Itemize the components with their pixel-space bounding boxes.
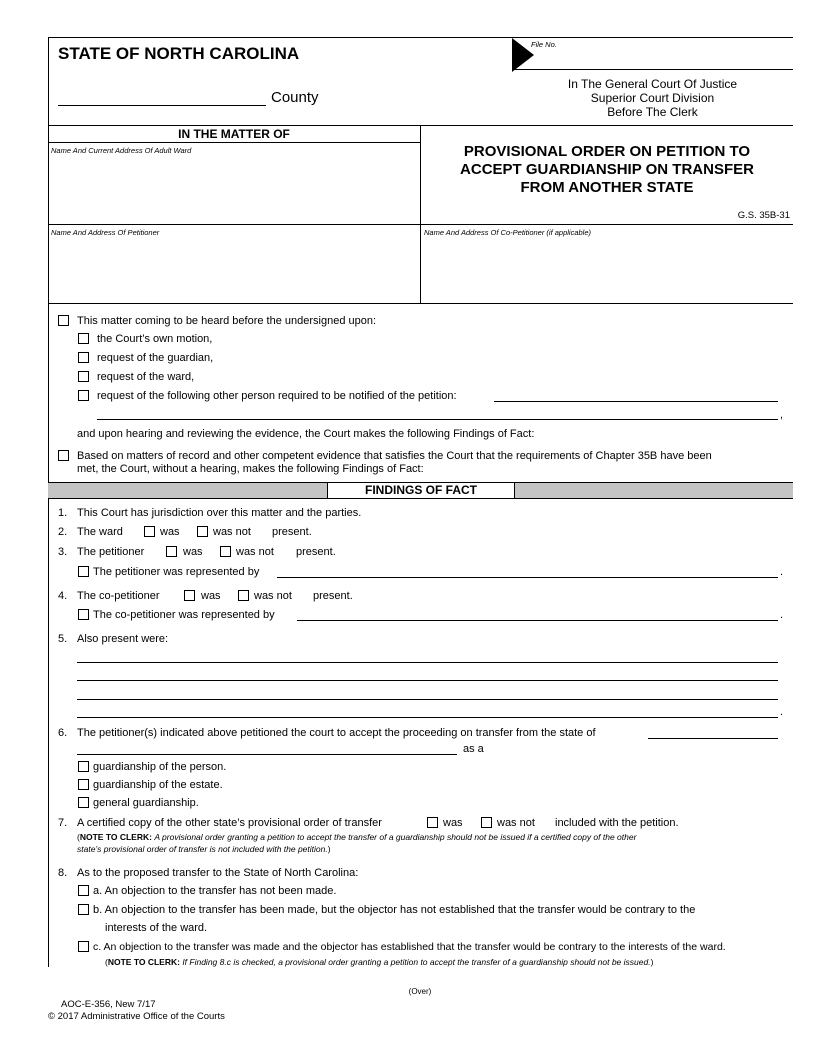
objection-not-established-line-1: b. An objection to the transfer has been made, but the objector has not established that the transfer would be contrary to the [93, 904, 696, 916]
copetitioner-present-label: present. [313, 590, 353, 602]
ward-label: Name And Current Address Of Adult Ward [51, 146, 192, 155]
objection-established-checkbox[interactable] [78, 941, 89, 952]
ward-present-label: present. [272, 526, 312, 538]
also-present-line-2[interactable] [77, 680, 778, 681]
guardianship-estate-checkbox[interactable] [78, 779, 89, 790]
petitioner-label: Name And Address Of Petitioner [51, 228, 160, 237]
no-objection-label: a. An objection to the transfer has not been made. [93, 885, 337, 897]
general-guardianship-checkbox[interactable] [78, 797, 89, 808]
ward-request-label: request of the ward, [97, 371, 195, 383]
finding-7-lead: A certified copy of the other state’s provisional order of transfer [77, 817, 382, 829]
ward-was-not-checkbox[interactable] [197, 526, 208, 537]
caption-middle-border [48, 224, 793, 225]
court-line-3: Before The Clerk [607, 105, 698, 119]
finding-6-text: The petitioner(s) indicated above petitioned the court to accept the proceeding on transfer from the state of [77, 727, 596, 739]
general-guardianship-label: general guardianship. [93, 797, 199, 809]
finding-number-4: 4. [58, 590, 68, 602]
copetitioner-represented-label: The co-petitioner was represented by [93, 609, 275, 621]
finding-8c-note-label: NOTE TO CLERK: [107, 957, 180, 967]
copetitioner-field[interactable] [424, 238, 790, 301]
copetitioner-label: Name And Address Of Co-Petitioner (if applicable) [424, 228, 592, 237]
finding-number-6: 6. [58, 727, 68, 739]
finding-number-2: 2. [58, 526, 68, 538]
copetitioner-was-not-label: was not [254, 590, 292, 602]
petitioner-field[interactable] [51, 238, 417, 301]
also-present-period: . [780, 706, 784, 718]
copyright: © 2017 Administrative Office of the Courts [48, 1011, 225, 1022]
copetitioner-attorney-blank[interactable] [297, 620, 778, 621]
petitioner-period: . [780, 566, 784, 578]
objection-not-established-line-2: interests of the ward. [105, 922, 208, 934]
finding-7-note-line-1: A provisional order granting a petition to accept the transfer of a guardianship should not be issued if a certified copy of the other [154, 832, 637, 842]
certified-copy-was-checkbox[interactable] [427, 817, 438, 828]
certified-copy-was-not-label: was not [497, 817, 535, 829]
court-line-1: In The General Court Of Justice [567, 77, 738, 91]
objection-not-established-checkbox[interactable] [78, 904, 89, 915]
also-present-line-3[interactable] [77, 699, 778, 700]
guardian-request-checkbox[interactable] [78, 352, 89, 363]
hearing-intro: This matter coming to be heard before the undersigned upon: [77, 315, 377, 327]
own-motion-checkbox[interactable] [78, 333, 89, 344]
copetitioner-represented-checkbox[interactable] [78, 609, 89, 620]
ward-was-not-label: was not [213, 526, 251, 538]
ward-was-label: was [160, 526, 180, 538]
after-hearing-text: and upon hearing and reviewing the evidence, the Court makes the following Findings of Fact: [77, 428, 535, 440]
finding-7-note-line-2: state’s provisional order of transfer is not included with the petition. [77, 844, 328, 854]
finding-3-lead: The petitioner [77, 546, 145, 558]
finding-number-1: 1. [58, 507, 68, 519]
petitioner-was-checkbox[interactable] [166, 546, 177, 557]
no-hearing-checkbox[interactable] [58, 450, 69, 461]
as-a-label: as a [463, 743, 484, 755]
finding-4-lead: The co-petitioner [77, 590, 160, 602]
finding-number-5: 5. [58, 633, 68, 645]
form-id: AOC-E-356, New 7/17 [61, 999, 156, 1010]
finding-7-note: (NOTE TO CLERK: A provisional order granting a petition to accept the transfer of a guardianship should not be issued if a certified copy of the other state’s provisional order of transfer is not included with the petition.) [77, 832, 637, 854]
other-person-label: request of the following other person required to be notified of the petition: [97, 390, 457, 402]
other-person-comma: , [780, 409, 784, 421]
transfer-state-blank-2[interactable] [77, 754, 457, 755]
also-present-line-1[interactable] [77, 662, 778, 663]
petitioner-represented-checkbox[interactable] [78, 566, 89, 577]
finding-8-lead: As to the proposed transfer to the State of North Carolina: [77, 867, 359, 879]
petitioner-was-not-checkbox[interactable] [220, 546, 231, 557]
hearing-checkbox[interactable] [58, 315, 69, 326]
top-border [48, 37, 793, 38]
own-motion-label: the Court’s own motion, [97, 333, 213, 345]
other-person-blank-2[interactable] [97, 419, 778, 420]
finding-1-text: This Court has jurisdiction over this matter and the parties. [77, 507, 362, 519]
certified-copy-was-not-checkbox[interactable] [481, 817, 492, 828]
guardianship-person-label: guardianship of the person. [93, 761, 227, 773]
petitioner-attorney-blank[interactable] [277, 577, 778, 578]
certified-copy-tail: included with the petition. [555, 817, 679, 829]
finding-number-7: 7. [58, 817, 68, 829]
also-present-line-4[interactable] [77, 717, 778, 718]
copetitioner-was-checkbox[interactable] [184, 590, 195, 601]
other-person-checkbox[interactable] [78, 390, 89, 401]
finding-2-lead: The ward [77, 526, 123, 538]
ward-request-checkbox[interactable] [78, 371, 89, 382]
finding-7-note-label: NOTE TO CLERK: [79, 832, 152, 842]
copetitioner-was-not-checkbox[interactable] [238, 590, 249, 601]
petitioner-was-not-label: was not [236, 546, 274, 558]
finding-5-text: Also present were: [77, 633, 169, 645]
ward-was-checkbox[interactable] [144, 526, 155, 537]
finding-8c-note: (NOTE TO CLERK: If Finding 8.c is checked, a provisional order granting a petition to accept the transfer of a guardianship should not be issued.) [105, 957, 654, 967]
court-line-2: Superior Court Division [590, 91, 715, 105]
file-no-label: File No. [531, 40, 557, 49]
left-border [48, 37, 49, 967]
objection-established-label: c. An objection to the transfer was made and the objector has established that the transfer would be contrary to the interests of the ward. [93, 941, 726, 953]
state-title: STATE OF NORTH CAROLINA [58, 44, 300, 63]
no-hearing-line-2: met, the Court, without a hearing, makes the following Findings of Fact: [77, 463, 424, 475]
county-blank[interactable] [58, 105, 266, 106]
finding-number-8: 8. [58, 867, 68, 879]
county-label: County [271, 89, 319, 106]
finding-number-3: 3. [58, 546, 68, 558]
form-title-1: PROVISIONAL ORDER ON PETITION TO [463, 143, 751, 160]
guardianship-person-checkbox[interactable] [78, 761, 89, 772]
statute-ref: G.S. 35B-31 [737, 210, 790, 221]
finding-8c-note-text: If Finding 8.c is checked, a provisional order granting a petition to accept the transfer of a guardianship should not be issued. [182, 957, 651, 967]
copetitioner-period: . [780, 609, 784, 621]
matter-title: IN THE MATTER OF [178, 127, 290, 141]
matter-title-underline [48, 142, 420, 143]
petitioner-was-label: was [183, 546, 203, 558]
ward-field[interactable] [51, 156, 417, 223]
no-hearing-line-1: Based on matters of record and other competent evidence that satisfies the Court that the requirements of Chapter 35B have been [77, 450, 712, 462]
guardianship-estate-label: guardianship of the estate. [93, 779, 223, 791]
no-objection-checkbox[interactable] [78, 885, 89, 896]
form-title-2: ACCEPT GUARDIANSHIP ON TRANSFER [460, 161, 754, 178]
transfer-state-blank[interactable] [648, 738, 778, 739]
copetitioner-was-label: was [201, 590, 221, 602]
guardian-request-label: request of the guardian, [97, 352, 214, 364]
petitioner-present-label: present. [296, 546, 336, 558]
form-title-3: FROM ANOTHER STATE [520, 179, 694, 196]
file-no-line[interactable] [512, 69, 793, 70]
other-person-blank-1[interactable] [494, 401, 778, 402]
over-label: (Over) [408, 987, 432, 996]
petitioner-represented-label: The petitioner was represented by [93, 566, 260, 578]
caption-bottom-border [48, 303, 793, 304]
caption-divider [420, 125, 421, 303]
findings-title: FINDINGS OF FACT [365, 483, 477, 497]
certified-copy-was-label: was [443, 817, 463, 829]
